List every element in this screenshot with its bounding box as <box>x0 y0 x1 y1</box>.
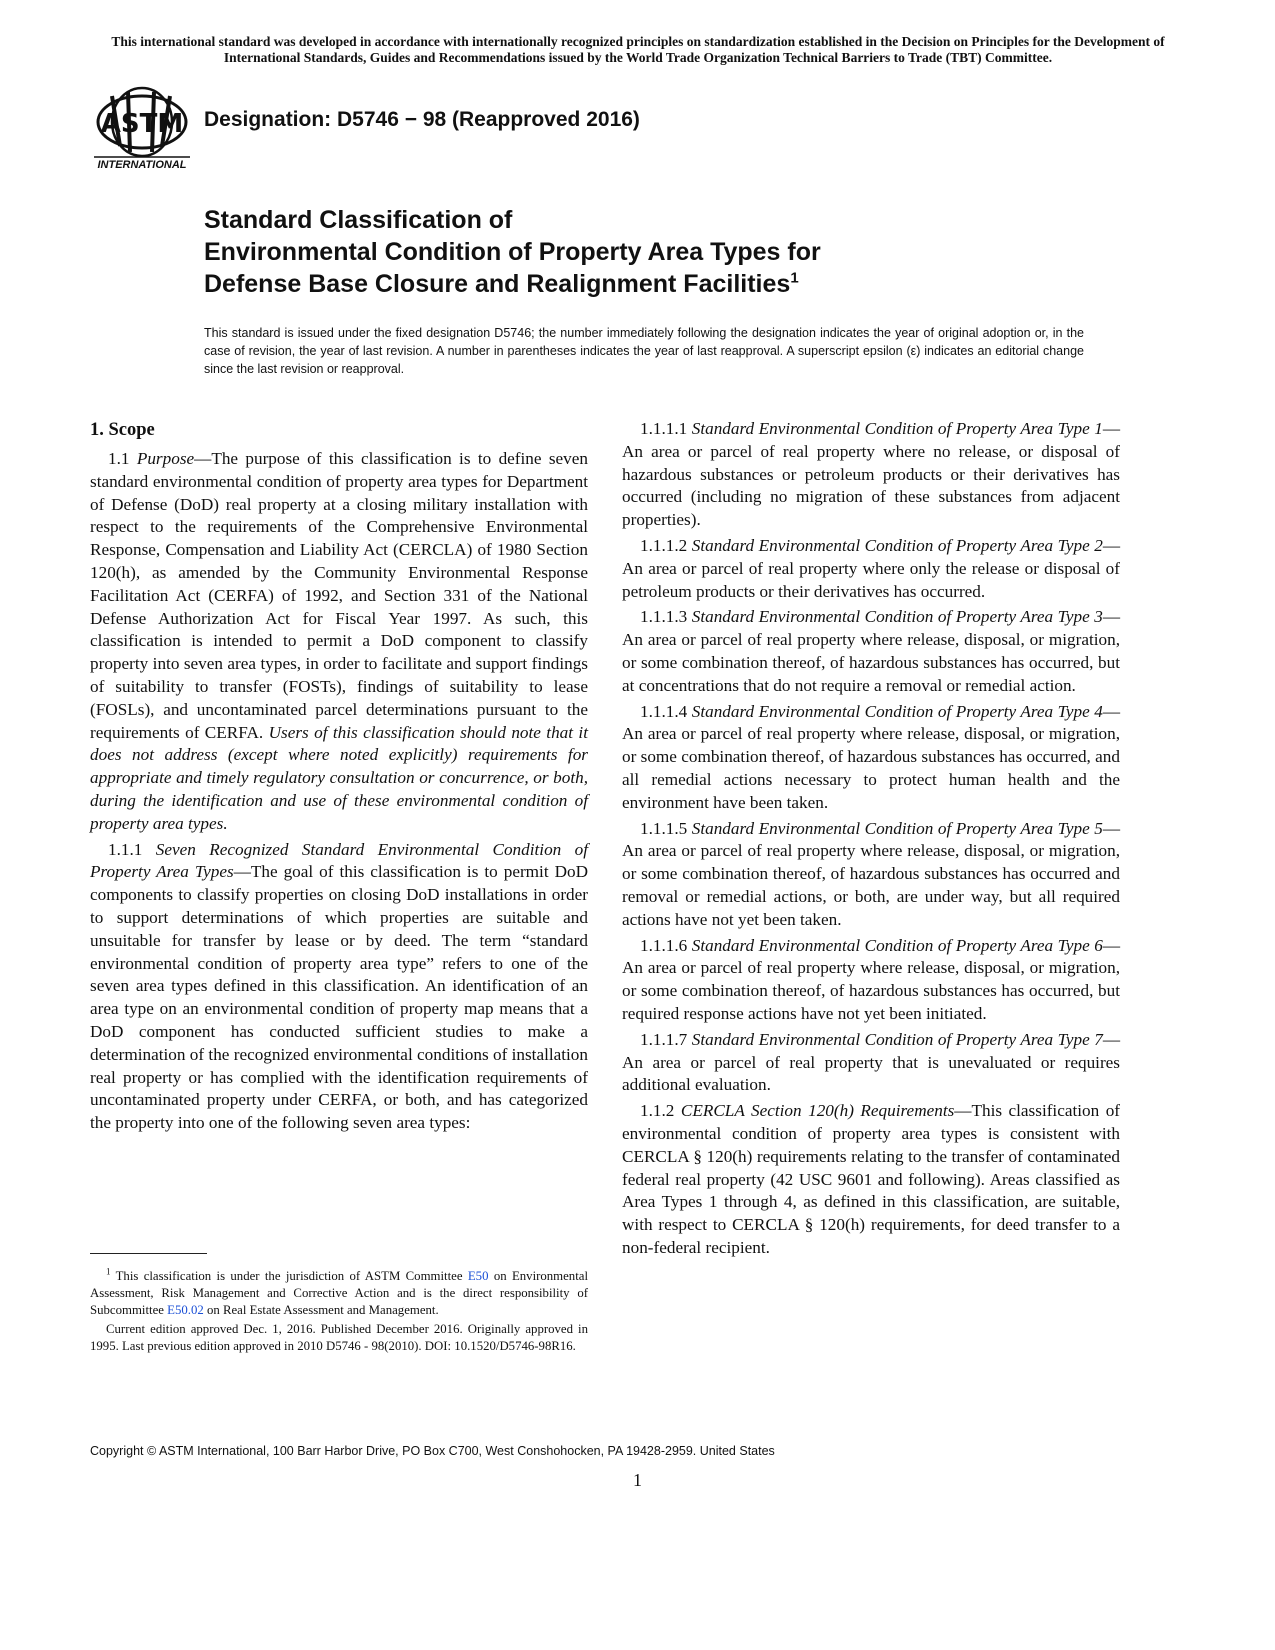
paragraph-1-1-italic-note: Users of this classification should note that it does not address (except where noted explicitly) requirements for appropriate and timely regulatory consultation or concurrence, or both, during the identification and use of these environmental condition of property area types. <box>90 722 588 833</box>
title-line-3 <box>204 268 1164 300</box>
logo-wordmark: ASTM <box>100 109 184 139</box>
wto-notice: This international standard was developed in accordance with internationally recognized principles on standardization established in the Decision on Principles for the Development of International Standards, Guides and Recommendations issued by the World Trade Organization Technical Barriers to Trade (TBT) Committee. <box>111 34 1165 65</box>
paragraph-1-1-1-5: 1.1.1.5 Standard Environmental Condition of Property Area Type 5—An area or parcel of real property where release, disposal, or migration, or some combination thereof, of hazardous substances has occurred and removal or remedial actions, or both, are under way, but all required actions have not yet been taken. <box>622 818 1120 929</box>
designation: Designation: D5746 − 98 (Reapproved 2016) <box>204 108 640 131</box>
footnote-edition: Current edition approved Dec. 1, 2016. Published December 2016. Originally approved in 1995. Last previous edition approved in 2010 D5746 - 98(2010). DOI: 10.1520/D5746-98R16. <box>90 1322 588 1353</box>
paragraph-1-1: 1.1 Purpose—The purpose of this classification is to define seven standard environmental condition of property area types for Department of Defense (DoD) real property at a closing military installation with respect to the requirements of the Comprehensive Environmental Response, Compensation and Liability Act (CERCLA) of 1980 Section 120(h), as amended by the Community Environmental Response Facilitation Act (CERFA) of 1992, and Section 331 of the National Defense Authorization Act for Fiscal Year 1997. As such, this classification is intended to permit a DoD component to classify property into seven area types, in order to facilitate and support findings of suitability to transfer (FOSTs), findings of suitability to lease (FOSLs), and uncontaminated parcel determinations pursuant to the requirements of CERFA. Users of this classification should note that it does not address (except where noted explicitly) requirements for appropriate and timely regulatory consultation or concurrence, or both, during the identification and use of these environmental condition of property area types. <box>90 449 588 833</box>
paragraph-1-1-1-label: Seven Recognized Standard Environmental Condition of Property Area Types <box>90 839 589 882</box>
right-column <box>622 418 1120 1263</box>
title-footnote-mark[interactable]: 1 <box>790 269 799 287</box>
footnote-divider <box>90 1253 207 1254</box>
footnote <box>90 1268 588 1357</box>
title-line-3-text: Defense Base Closure and Realignment Facilities <box>204 270 791 298</box>
document-title <box>204 204 1164 300</box>
paragraph-1-1-2: 1.1.2 CERCLA Section 120(h) Requirements—This classification of environmental condition of property area types is consistent with CERCLA § 120(h) requirements relating to the transfer of contaminated federal real property (42 USC 9601 and following). Areas classified as Area Types 1 through 4, as defined in this classification, are suitable, with respect to CERCLA § 120(h) requirements, for deed transfer to a non-federal recipient. <box>622 1101 1121 1257</box>
subcommittee-link[interactable]: E50.02 <box>167 1303 204 1317</box>
paragraph-1-1-1-6: 1.1.1.6 Standard Environmental Condition of Property Area Type 6—An area or parcel of real property where release, disposal, or migration, or some combination thereof, of hazardous substances has occurred, but required response actions have not yet been initiated. <box>622 935 1120 1023</box>
title-line-2: Environmental Condition of Property Area Types for <box>204 238 821 266</box>
paragraph-1-1-1: 1.1.1 Seven Recognized Standard Environmental Condition of Property Area Types—The goal of this classification is to permit DoD components to classify properties on closing DoD installations in order to support determinations of which properties are suitable and unsuitable for transfer by lease or by deed. The term “standard environmental condition of property area type” refers to one of the seven area types defined in this classification. An identification of an area type on an environmental condition of property map means that a DoD component has conducted sufficient studies to make a determination of the recognized environmental conditions of installation real property or has complied with the identification requirements of uncontaminated property under CERFA, or both, and has categorized the property into one of the following seven area types: <box>90 839 589 1133</box>
astm-logo <box>92 86 196 172</box>
issued-note: This standard is issued under the fixed designation D5746; the number immediately following the designation indicates the year of original adoption or, in the case of revision, the year of last revision. A number in parentheses indicates the year of last reapproval. A superscript epsilon (ε) indicates an editorial change since the last revision or reapproval. <box>204 326 1084 376</box>
footnote-mark: 1 <box>106 1266 111 1277</box>
footnote-1: $^1$ This classification is under the jurisdiction of ASTM Committee E50 on Environmental Assessment, Risk Management and Corrective Action and is the direct responsibility of Subcommittee E50.02 on Real Estate Assessment and Management. <box>90 1266 589 1317</box>
page-number: 1 <box>633 1470 642 1490</box>
paragraph-1-1-1-2: 1.1.1.2 Standard Environmental Condition of Property Area Type 2—An area or parcel of real property where only the release or disposal of petroleum products or their derivatives has occurred. <box>622 535 1120 601</box>
paragraph-1-1-1-4: 1.1.1.4 Standard Environmental Condition of Property Area Type 4—An area or parcel of real property where release, disposal, or migration, or some combination thereof, of hazardous substances has occurred, and all remedial actions necessary to protect human health and the environment have been taken. <box>622 701 1120 812</box>
paragraph-1-1-1-3: 1.1.1.3 Standard Environmental Condition of Property Area Type 3—An area or parcel of real property where release, disposal, or migration, or some combination thereof, of hazardous substances has occurred, but at concentrations that do not require a removal or remedial action. <box>622 607 1120 695</box>
copyright: Copyright © ASTM International, 100 Barr Harbor Drive, PO Box C700, West Conshohocken, PA 19428-2959. United States <box>90 1444 775 1458</box>
logo-subtext: INTERNATIONAL <box>97 159 187 171</box>
committee-link[interactable]: E50 <box>467 1269 489 1283</box>
paragraph-1-1-1-7: 1.1.1.7 Standard Environmental Condition of Property Area Type 7—An area or parcel of real property that is unevaluated or requires additional evaluation. <box>622 1029 1120 1095</box>
left-column <box>90 418 588 1138</box>
paragraph-1-1-1-1: 1.1.1.1 Standard Environmental Condition of Property Area Type 1—An area or parcel of real property where no release, or disposal of hazardous substances or petroleum products or their derivatives has occurred (including no migration of these substances from adjacent properties). <box>622 419 1120 530</box>
section-heading-scope: 1. Scope <box>90 420 155 440</box>
paragraph-1-1-label: Purpose <box>136 449 195 468</box>
title-line-1: Standard Classification of <box>204 206 513 234</box>
